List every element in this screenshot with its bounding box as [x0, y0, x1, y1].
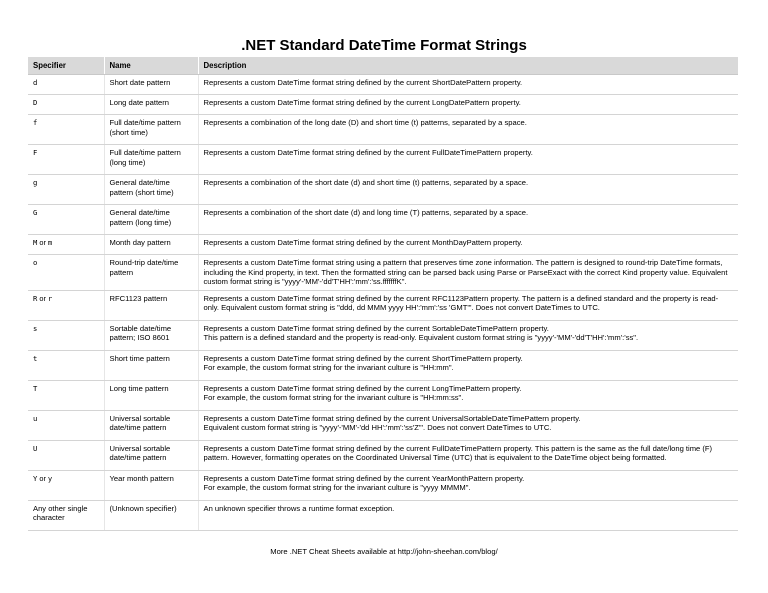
description-cell [198, 145, 738, 175]
description-line: For example, the custom format string for the invariant culture is "HH:mm:ss". [203, 393, 464, 402]
table-row [28, 95, 738, 115]
pattern-name-cell: Short time pattern [104, 350, 198, 380]
specifier-code: D [33, 98, 38, 107]
specifier-cell [28, 145, 104, 175]
pattern-name-cell: Long time pattern [104, 380, 198, 410]
specifier-code: y [47, 473, 53, 483]
description-line: Represents a custom DateTime format string defined by the current RFC1123Pattern property. The pattern is a defined standard and the property is read-only. Equivalent custom format string is "ddd, dd MMM yyyy HH':'mm':'ss 'GMT'". Does not convert DateTimes to UTC. [203, 293, 719, 312]
description-line: Represents a custom DateTime format string defined by the current FullDateTimePattern property. This pattern is the same as the full date/long time (F) pattern. However, formatting operates on the Coordinated Universal Time (UTC) that is equivalent to the DateTime object being formatted. [203, 443, 713, 462]
specifier-code: U [33, 443, 38, 453]
specifier-code: g [33, 178, 38, 187]
specifier-or: or [39, 473, 46, 483]
description-line: Represents a combination of the short date (d) and long time (T) patterns, separated by a space. [203, 208, 529, 217]
table-row [28, 115, 738, 145]
specifier-or: or [39, 293, 46, 303]
table-row [28, 290, 738, 320]
table-row [28, 255, 738, 291]
specifier-code: R [33, 293, 38, 303]
table-row [28, 235, 738, 255]
pattern-name-cell: Universal sortable date/time pattern [104, 440, 198, 470]
specifier-cell [28, 255, 104, 291]
description-line: Represents a combination of the short date (d) and short time (t) patterns, separated by a space. [203, 178, 529, 187]
specifier-cell [28, 320, 104, 350]
table-body [28, 75, 738, 531]
pattern-name-cell: Universal sortable date/time pattern [104, 410, 198, 440]
table-row [28, 380, 738, 410]
specifier-code: Y [33, 473, 38, 483]
description-line: Represents a custom DateTime format string defined by the current FullDateTimePattern property. [203, 148, 533, 157]
specifier-cell [28, 75, 104, 95]
pattern-name-cell: General date/time pattern (long time) [104, 205, 198, 235]
description-cell [198, 440, 738, 470]
table-row [28, 320, 738, 350]
specifier-code: f [33, 118, 38, 127]
pattern-name-cell: Long date pattern [104, 95, 198, 115]
pattern-name-cell: Full date/time pattern (long time) [104, 145, 198, 175]
description-cell [198, 320, 738, 350]
specifier-code: T [33, 383, 38, 393]
description-line: Represents a custom DateTime format string defined by the current YearMonthPattern property. [203, 473, 525, 483]
format-strings-table [28, 57, 738, 531]
table-row [28, 75, 738, 95]
specifier-code: F [33, 148, 38, 157]
description-cell [198, 115, 738, 145]
description-cell [198, 470, 738, 500]
specifier-code: d [33, 78, 38, 87]
pattern-name-cell: Year month pattern [104, 470, 198, 500]
description-line: Represents a custom DateTime format string defined by the current MonthDayPattern property. [203, 238, 523, 247]
description-line: Represents a combination of the long date (D) and short time (t) patterns, separated by a space. [203, 118, 527, 127]
table-row [28, 350, 738, 380]
description-line: For example, the custom format string for the invariant culture is "HH:mm". [203, 363, 454, 372]
specifier-or: or [39, 238, 46, 247]
description-cell [198, 290, 738, 320]
pattern-name-cell: Short date pattern [104, 75, 198, 95]
specifier-code: r [47, 293, 53, 303]
description-cell [198, 255, 738, 291]
specifier-cell [28, 470, 104, 500]
specifier-code: m [47, 238, 53, 247]
description-cell [198, 95, 738, 115]
specifier-cell [28, 350, 104, 380]
description-line: Represents a custom DateTime format string defined by the current LongTimePattern property. [203, 383, 522, 393]
pattern-name-cell: General date/time pattern (short time) [104, 175, 198, 205]
description-line: Represents a custom DateTime format string defined by the current LongDatePattern property. [203, 98, 521, 107]
description-cell [198, 380, 738, 410]
table-row [28, 470, 738, 500]
specifier-code: t [33, 353, 38, 363]
header-description: Description [198, 57, 738, 75]
specifier-cell [28, 235, 104, 255]
page-title: .NET Standard DateTime Format Strings [241, 37, 527, 54]
table-row [28, 145, 738, 175]
description-line: Represents a custom DateTime format string using a pattern that preserves time zone information. The pattern is designed to round-trip DateTime formats, including the Kind property, in text. Then the formatted string can be parsed back using Parse or ParseExact with the correct Kind property value. Equivalent custom format string is "yyyy'-'MM'-'dd'T'HH':'mm':'ss.fffffffK". [203, 258, 728, 286]
specifier-code: G [33, 208, 38, 217]
specifier-cell [28, 95, 104, 115]
specifier-cell [28, 410, 104, 440]
footer-note: More .NET Cheat Sheets available at http://john-sheehan.com/blog/ [270, 547, 498, 556]
specifier-cell [28, 205, 104, 235]
description-cell [198, 205, 738, 235]
pattern-name-cell: Round-trip date/time pattern [104, 255, 198, 291]
specifier-cell [28, 380, 104, 410]
pattern-name-cell: RFC1123 pattern [104, 290, 198, 320]
pattern-name-cell: Month day pattern [104, 235, 198, 255]
description-cell [198, 175, 738, 205]
description-line: Equivalent custom format string is "yyyy'-'MM'-'dd HH':'mm':'ss'Z'". Does not convert DateTimes to UTC. [203, 423, 552, 432]
description-cell [198, 350, 738, 380]
description-line: Represents a custom DateTime format string defined by the current ShortDatePattern property. [203, 78, 523, 87]
description-line: For example, the custom format string for the invariant culture is "yyyy MMMM". [203, 483, 471, 492]
header-name: Name [104, 57, 198, 75]
specifier-code: s [33, 323, 38, 333]
specifier-cell [28, 115, 104, 145]
table-row [28, 410, 738, 440]
specifier-cell [28, 175, 104, 205]
table-row [28, 205, 738, 235]
description-cell [198, 75, 738, 95]
description-line: Represents a custom DateTime format string defined by the current SortableDateTimePattern property. [203, 323, 549, 333]
pattern-name-cell: (Unknown specifier) [104, 500, 198, 530]
header-specifier: Specifier [28, 57, 104, 75]
specifier-cell [28, 440, 104, 470]
pattern-name-cell: Full date/time pattern (short time) [104, 115, 198, 145]
pattern-name-cell: Sortable date/time pattern; ISO 8601 [104, 320, 198, 350]
description-cell [198, 500, 738, 530]
description-cell [198, 410, 738, 440]
table-row [28, 440, 738, 470]
description-line: This pattern is a defined standard and the property is read-only. Equivalent custom format string is "yyyy'-'MM'-'dd'T'HH':'mm':'ss". [203, 333, 639, 342]
table-row [28, 500, 738, 530]
specifier-text: Any other single character [33, 503, 88, 522]
description-line: Represents a custom DateTime format string defined by the current ShortTimePattern property. [203, 353, 523, 363]
description-line: Represents a custom DateTime format string defined by the current UniversalSortableDateTimePattern property. [203, 413, 581, 423]
specifier-code: u [33, 413, 38, 423]
specifier-code: M [33, 238, 38, 247]
table-row [28, 175, 738, 205]
table-header-row [28, 57, 738, 75]
specifier-cell [28, 500, 104, 530]
description-line: An unknown specifier throws a runtime format exception. [203, 503, 395, 513]
description-cell [198, 235, 738, 255]
specifier-code: o [33, 258, 38, 267]
specifier-cell [28, 290, 104, 320]
